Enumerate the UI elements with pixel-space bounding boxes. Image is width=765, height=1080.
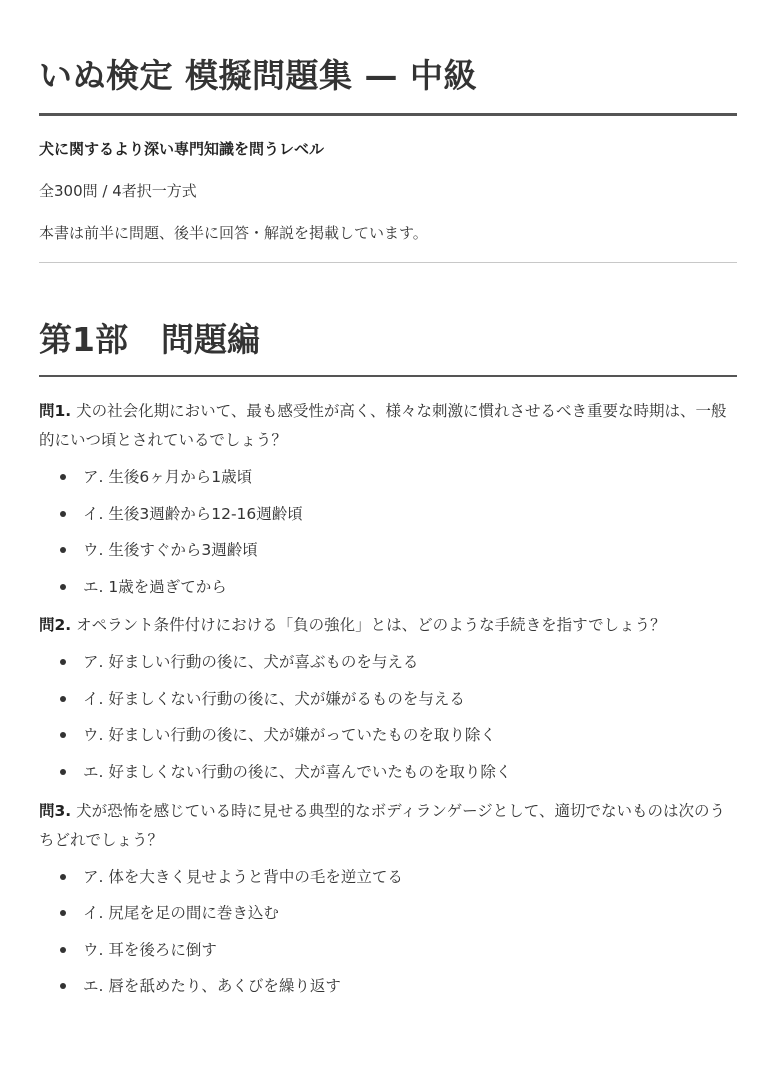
title-divider (39, 113, 737, 116)
bullet-icon (60, 511, 66, 517)
bullet-icon (60, 732, 66, 738)
choice-text: イ. 生後3週齢から12-16週齢頃 (83, 504, 303, 523)
choice-item (39, 502, 737, 526)
question-block-2 (39, 611, 737, 784)
choice-text: ウ. 生後すぐから3週齢頃 (83, 541, 258, 559)
bullet-icon (60, 983, 66, 989)
choice-text: ア. 生後6ヶ月から1歳頃 (83, 468, 253, 486)
choice-item (39, 901, 737, 925)
part-divider (39, 375, 737, 377)
part-heading: 第1部 問題編 (39, 320, 260, 359)
question-format-info: 全300問 / 4者択一方式 (39, 182, 197, 200)
question-text: 犬の社会化期において、最も感受性が高く、様々な刺激に慣れさせるべき重要な時期は、一般的にいつ頃とされているでしょう？ (39, 402, 727, 449)
bullet-icon (60, 547, 66, 553)
choice-list (39, 465, 737, 599)
bullet-icon (60, 910, 66, 916)
choice-text: エ. 好ましくない行動の後に、犬が喜んでいたものを取り除く (83, 762, 512, 781)
question-block-1 (39, 397, 737, 599)
bullet-icon (60, 474, 66, 480)
question-2 (39, 611, 737, 640)
question-1 (39, 397, 737, 455)
choice-text: イ. 尻尾を足の間に巻き込む (83, 904, 279, 922)
bullet-icon (60, 874, 66, 880)
choice-item (39, 938, 737, 962)
choice-item (39, 687, 737, 711)
question-text: 犬が恐怖を感じている時に見せる典型的なボディランゲージとして、適切でないものは次のうちどれでしょう？ (39, 801, 725, 849)
document-intro: 本書は前半に問題、後半に回答・解説を掲載しています。 (39, 224, 428, 242)
choice-text: イ. 好ましくない行動の後に、犬が嫌がるものを与える (83, 689, 465, 708)
document-title: いぬ検定 模擬問題集 — 中級 (39, 56, 477, 95)
choice-text: エ. 1歳を過ぎてから (83, 577, 227, 596)
choice-text: ア. 好ましい行動の後に、犬が喜ぶものを与える (83, 653, 419, 671)
choice-list (39, 865, 737, 999)
document-subtitle: 犬に関するより深い専門知識を問うレベル (39, 140, 325, 158)
question-text: オペラント条件付けにおける「負の強化」とは、どのような手続きを指すでしょう？ (76, 616, 666, 634)
question-number: 問3. (39, 801, 72, 820)
choice-item (39, 465, 737, 489)
choice-text: ウ. 好ましい行動の後に、犬が嫌がっていたものを取り除く (83, 726, 496, 744)
bullet-icon (60, 769, 66, 775)
choice-item (39, 723, 737, 747)
choice-item (39, 760, 737, 784)
question-block-3 (39, 797, 737, 999)
question-number: 問1. (39, 402, 72, 420)
bullet-icon (60, 659, 66, 665)
choice-item (39, 974, 737, 998)
question-3 (39, 797, 737, 855)
bullet-icon (60, 584, 66, 590)
choice-item (39, 865, 737, 889)
choice-text: ア. 体を大きく見せようと背中の毛を逆立てる (83, 867, 403, 886)
choice-item (39, 650, 737, 674)
question-number: 問2. (39, 616, 72, 634)
bullet-icon (60, 947, 66, 953)
choice-text: エ. 唇を舐めたり、あくびを繰り返す (83, 977, 341, 995)
choice-item (39, 538, 737, 562)
choice-item (39, 575, 737, 599)
bullet-icon (60, 696, 66, 702)
choice-text: ウ. 耳を後ろに倒す (83, 940, 217, 959)
choice-list (39, 650, 737, 784)
